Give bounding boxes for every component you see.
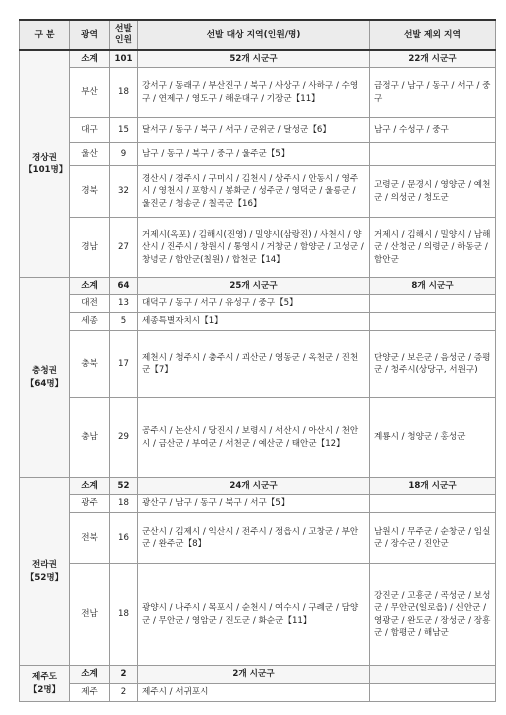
- group-name: 전라권: [32, 560, 57, 570]
- target-regions-cell: 경산시 / 경주시 / 구미시 / 김천시 / 상주시 / 안동시 / 영주시 / 영천시 / 포항시 / 봉화군 / 성주군 / 영덕군 / 울릉군 / 울진군 / 청송군 / 칠곡군【16】: [138, 166, 370, 218]
- table-row: [20, 313, 496, 331]
- count-cell: 16: [110, 513, 138, 564]
- subtotal-target: 2개 시군구: [138, 666, 370, 684]
- subtotal-row: [20, 478, 496, 495]
- count-cell: 18: [110, 68, 138, 118]
- subtotal-count: 2: [110, 666, 138, 684]
- subtotal-label: 소계: [70, 50, 110, 68]
- target-regions-cell: 공주시 / 논산시 / 당진시 / 보령시 / 서산시 / 아산시 / 천안시 / 금산군 / 부여군 / 서천군 / 예산군 / 태안군【12】: [138, 398, 370, 478]
- target-regions-cell: 광산구 / 남구 / 동구 / 북구 / 서구【5】: [138, 495, 370, 513]
- target-regions-cell: 거제시(옥포) / 김해시(진영) / 밀양시(삼랑진) / 사천시 / 양산시 / 진주시 / 창원시 / 통영시 / 거창군 / 함양군 / 고성군 / 창녕군 / 함안군(칠원) / 합천군【14】: [138, 218, 370, 278]
- subtotal-label: 소계: [70, 278, 110, 295]
- count-cell: 15: [110, 118, 138, 143]
- subtotal-label: 소계: [70, 478, 110, 495]
- group-total: 【101명】: [24, 165, 68, 175]
- count-cell: 5: [110, 313, 138, 331]
- group-name: 충청권: [32, 366, 57, 376]
- region-cell: 제주: [70, 684, 110, 702]
- excluded-regions-cell: 단양군 / 보은군 / 음성군 / 증평군 / 청주시(상당구, 서원구): [370, 331, 496, 398]
- subtotal-row: [20, 278, 496, 295]
- header-excluded-regions: 선발 제외 지역: [370, 20, 496, 50]
- subtotal-count: 52: [110, 478, 138, 495]
- region-cell: 전북: [70, 513, 110, 564]
- subtotal-excluded: [370, 666, 496, 684]
- target-regions-cell: 광양시 / 나주시 / 목포시 / 순천시 / 여수시 / 구례군 / 담양군 / 무안군 / 영암군 / 진도군 / 화순군【11】: [138, 564, 370, 666]
- header-count: 선발 인원: [110, 20, 138, 50]
- region-cell: 경남: [70, 218, 110, 278]
- count-cell: 27: [110, 218, 138, 278]
- region-cell: 대전: [70, 295, 110, 313]
- target-regions-cell: 대덕구 / 동구 / 서구 / 유성구 / 중구【5】: [138, 295, 370, 313]
- region-cell: 부산: [70, 68, 110, 118]
- group-cell: [20, 478, 70, 666]
- group-total: 【52명】: [25, 572, 64, 583]
- subtotal-excluded: 22개 시군구: [370, 50, 496, 68]
- excluded-regions-cell: 금정구 / 남구 / 동구 / 서구 / 중구: [370, 68, 496, 118]
- group-name: 제주도: [32, 672, 57, 682]
- group-total: 【64명】: [25, 378, 64, 389]
- region-cell: 광주: [70, 495, 110, 513]
- count-cell: 2: [110, 684, 138, 702]
- target-regions-cell: 군산시 / 김제시 / 익산시 / 전주시 / 정읍시 / 고창군 / 부안군 / 완주군【8】: [138, 513, 370, 564]
- region-cell: 경북: [70, 166, 110, 218]
- count-cell: 18: [110, 495, 138, 513]
- table-row: [20, 218, 496, 278]
- target-regions-cell: 제주시 / 서귀포시: [138, 684, 370, 702]
- subtotal-target: 52개 시군구: [138, 50, 370, 68]
- excluded-regions-cell: 남원시 / 무주군 / 순창군 / 임실군 / 장수군 / 진안군: [370, 513, 496, 564]
- table-row: [20, 513, 496, 564]
- excluded-regions-cell: 고령군 / 문경시 / 영양군 / 예천군 / 의성군 / 청도군: [370, 166, 496, 218]
- table-row: [20, 564, 496, 666]
- excluded-regions-cell: [370, 295, 496, 313]
- count-cell: 17: [110, 331, 138, 398]
- count-cell: 13: [110, 295, 138, 313]
- excluded-regions-cell: [370, 684, 496, 702]
- table-header-row: [20, 20, 496, 50]
- region-cell: 울산: [70, 143, 110, 166]
- count-cell: 29: [110, 398, 138, 478]
- subtotal-row: [20, 50, 496, 68]
- table-row: [20, 495, 496, 513]
- subtotal-count: 101: [110, 50, 138, 68]
- group-cell: [20, 278, 70, 478]
- target-regions-cell: 달서구 / 동구 / 북구 / 서구 / 군위군 / 달성군【6】: [138, 118, 370, 143]
- table-row: [20, 143, 496, 166]
- count-cell: 9: [110, 143, 138, 166]
- region-cell: 대구: [70, 118, 110, 143]
- target-regions-cell: 강서구 / 동래구 / 부산진구 / 북구 / 사상구 / 사하구 / 수영구 / 연제구 / 영도구 / 해운대구 / 기장군【11】: [138, 68, 370, 118]
- subtotal-row: [20, 666, 496, 684]
- target-regions-cell: 세종특별자치시【1】: [138, 313, 370, 331]
- selection-region-table: [19, 19, 496, 702]
- group-cell: [20, 666, 70, 702]
- table-row: [20, 295, 496, 313]
- table-row: [20, 684, 496, 702]
- subtotal-target: 24개 시군구: [138, 478, 370, 495]
- count-cell: 32: [110, 166, 138, 218]
- table-row: [20, 398, 496, 478]
- table-row: [20, 331, 496, 398]
- group-name: 경상권: [32, 152, 57, 163]
- excluded-regions-cell: 계룡시 / 청양군 / 홍성군: [370, 398, 496, 478]
- excluded-regions-cell: 강진군 / 고흥군 / 곡성군 / 보성군 / 무안군(일로읍) / 신안군 / 영광군 / 완도군 / 장성군 / 장흥군 / 함평군 / 해남군: [370, 564, 496, 666]
- excluded-regions-cell: [370, 313, 496, 331]
- table-row: [20, 68, 496, 118]
- subtotal-target: 25개 시군구: [138, 278, 370, 295]
- table-row: [20, 166, 496, 218]
- group-total: 【2명】: [28, 684, 61, 695]
- subtotal-count: 64: [110, 278, 138, 295]
- region-cell: 충북: [70, 331, 110, 398]
- subtotal-excluded: 18개 시군구: [370, 478, 496, 495]
- region-cell: 충남: [70, 398, 110, 478]
- header-group: 구 분: [20, 20, 70, 50]
- excluded-regions-cell: [370, 495, 496, 513]
- excluded-regions-cell: 남구 / 수성구 / 중구: [370, 118, 496, 143]
- region-cell: 전남: [70, 564, 110, 666]
- target-regions-cell: 남구 / 동구 / 북구 / 중구 / 울주군【5】: [138, 143, 370, 166]
- region-cell: 세종: [70, 313, 110, 331]
- subtotal-excluded: 8개 시군구: [370, 278, 496, 295]
- header-region: 광역: [70, 20, 110, 50]
- target-regions-cell: 제천시 / 청주시 / 충주시 / 괴산군 / 영동군 / 옥천군 / 진천군【7】: [138, 331, 370, 398]
- table-row: [20, 118, 496, 143]
- excluded-regions-cell: [370, 143, 496, 166]
- excluded-regions-cell: 거제시 / 김해시 / 밀양시 / 남해군 / 산청군 / 의령군 / 하동군 / 함안군: [370, 218, 496, 278]
- group-cell: [20, 50, 70, 278]
- count-cell: 18: [110, 564, 138, 666]
- subtotal-label: 소계: [70, 666, 110, 684]
- header-target-regions: 선발 대상 지역(인원/명): [138, 20, 370, 50]
